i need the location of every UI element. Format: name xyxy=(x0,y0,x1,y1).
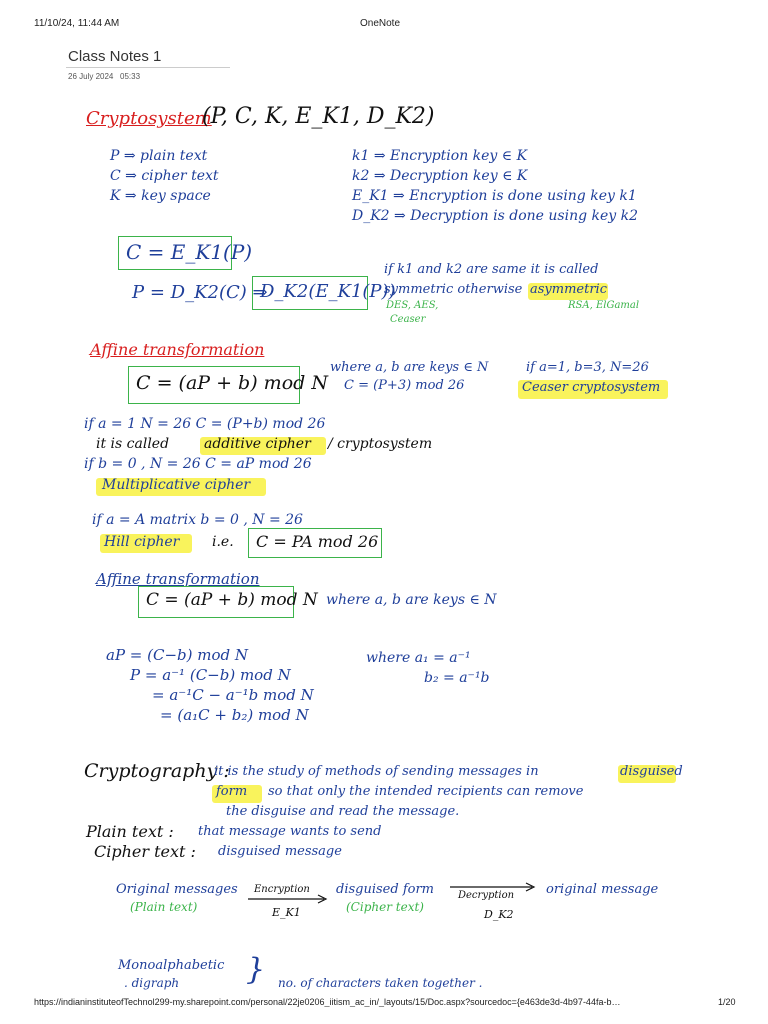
decryption-line: P = D_K2(C) ⇒ xyxy=(132,282,268,303)
flow-arrow-encrypt-icon xyxy=(246,894,330,904)
affine-where: where a, b are keys ∈ N xyxy=(330,360,489,375)
flow-original-message: original message xyxy=(546,882,659,897)
def-dk2: D_K2 ⇒ Decryption is done using key k2 xyxy=(352,208,639,224)
additive-condition: if a = 1 N = 26 C = (P+b) mod 26 xyxy=(84,416,326,432)
flow-cipher-text: (Cipher text) xyxy=(346,900,424,914)
hill-condition: if a = A matrix b = 0 , N = 26 xyxy=(92,512,303,528)
inverse-b2: b₂ = a⁻¹b xyxy=(424,670,490,686)
symmetric-examples-2: Ceaser xyxy=(390,314,426,325)
symmetric-examples: DES, AES, xyxy=(386,300,439,311)
flow-disguised-form: disguised form xyxy=(336,882,435,897)
caesar-label: Ceaser cryptosystem xyxy=(522,380,661,395)
plain-text-def: that message wants to send xyxy=(198,824,382,839)
additive-cipher: additive cipher xyxy=(204,436,311,452)
multiplicative-condition: if b = 0 , N = 26 C = aP mod 26 xyxy=(84,456,312,472)
cryptography-def-l2: so that only the intended recipients can remove xyxy=(268,784,584,799)
def-cipher: C ⇒ cipher text xyxy=(110,168,219,184)
inverse-step-2: P = a⁻¹ (C−b) mod N xyxy=(130,666,291,684)
mono-heading: Monoalphabetic xyxy=(118,958,225,973)
caesar-condition: if a=1, b=3, N=26 xyxy=(526,360,649,375)
decryption-formula: D_K2(E_K1(P)) xyxy=(260,281,396,302)
flow-dk2: D_K2 xyxy=(484,908,514,921)
inverse-step-1: aP = (C−b) mod N xyxy=(106,646,249,664)
page-date: 26 July 2024 xyxy=(68,72,114,81)
flow-encryption-label: Encryption xyxy=(254,884,310,895)
asymmetric-word: asymmetric xyxy=(530,282,607,297)
def-keyspace: K ⇒ key space xyxy=(110,188,211,204)
print-page-number: 1/20 xyxy=(718,997,736,1007)
def-k1: k1 ⇒ Encryption key ∈ K xyxy=(352,148,528,164)
form-word: form xyxy=(216,784,248,799)
cryptography-heading: Cryptography : xyxy=(84,760,230,782)
print-app-name: OneNote xyxy=(360,18,401,29)
plain-text-label: Plain text : xyxy=(86,822,174,841)
affine2-where: where a, b are keys ∈ N xyxy=(326,592,497,608)
inverse-step-3: = a⁻¹C − a⁻¹b mod N xyxy=(152,686,314,704)
mono-brace-icon: } xyxy=(246,952,266,987)
cipher-text-label: Cipher text : xyxy=(94,842,196,861)
key-note-line1: if k1 and k2 are same it is called xyxy=(384,262,599,277)
flow-plain-text: (Plain text) xyxy=(130,900,198,914)
affine-heading: Affine transformation xyxy=(90,340,265,359)
asymmetric-examples: RSA, ElGamal xyxy=(568,300,640,311)
key-note-line2: symmetric otherwise xyxy=(384,282,523,297)
hill-ie: i.e. xyxy=(212,534,234,550)
flow-decryption-label: Decryption xyxy=(458,890,515,901)
print-timestamp: 11/10/24, 11:44 AM xyxy=(34,18,120,29)
cryptography-def-l1: it is the study of methods of sending messages in xyxy=(214,764,539,779)
flow-arrow-decrypt-icon xyxy=(448,882,538,892)
flow-ek1: E_K1 xyxy=(272,906,301,919)
affine2-formula: C = (aP + b) mod N xyxy=(146,590,318,610)
hill-formula: C = PA mod 26 xyxy=(256,532,379,551)
mono-note: no. of characters taken together . xyxy=(278,976,483,990)
hill-cipher: Hill cipher xyxy=(104,534,180,550)
inverse-step-4: = (a₁C + b₂) mod N xyxy=(160,706,309,724)
additive-prefix: it is called xyxy=(96,436,170,452)
caesar-formula: C = (P+3) mod 26 xyxy=(344,378,465,393)
multiplicative-cipher: Multiplicative cipher xyxy=(102,477,251,493)
mono-digraph: . digraph xyxy=(124,976,180,990)
cryptosystem-tuple: (P, C, K, E_K1, D_K2) xyxy=(202,104,435,129)
def-plain: P ⇒ plain text xyxy=(110,148,208,164)
page-time: 05:33 xyxy=(120,72,141,81)
flow-original-messages: Original messages xyxy=(116,882,238,897)
inverse-where: where a₁ = a⁻¹ xyxy=(366,650,471,666)
page-title: Class Notes 1 xyxy=(68,48,162,65)
additive-suffix: / cryptosystem xyxy=(328,436,433,452)
affine-formula: C = (aP + b) mod N xyxy=(136,372,328,394)
cryptosystem-heading: Cryptosystem xyxy=(86,108,212,129)
cryptography-def-l3: the disguise and read the message. xyxy=(226,804,460,819)
encryption-formula: C = E_K1(P) xyxy=(126,240,253,264)
title-divider xyxy=(66,67,230,68)
def-ek1: E_K1 ⇒ Encryption is done using key k1 xyxy=(352,188,637,204)
cipher-text-def: disguised message xyxy=(218,844,342,859)
print-footer-url: https://indianinstituteofTechnol299-my.sharepoint.com/personal/22je0206_iitism_ac_in/_layouts/15/Doc.aspx?sourcedoc={e463de3d-4b97-44fa-b… xyxy=(34,997,621,1007)
affine2-heading: Affine transformation xyxy=(96,570,260,588)
disguised-word: disguised xyxy=(620,764,683,779)
def-k2: k2 ⇒ Decryption key ∈ K xyxy=(352,168,528,184)
